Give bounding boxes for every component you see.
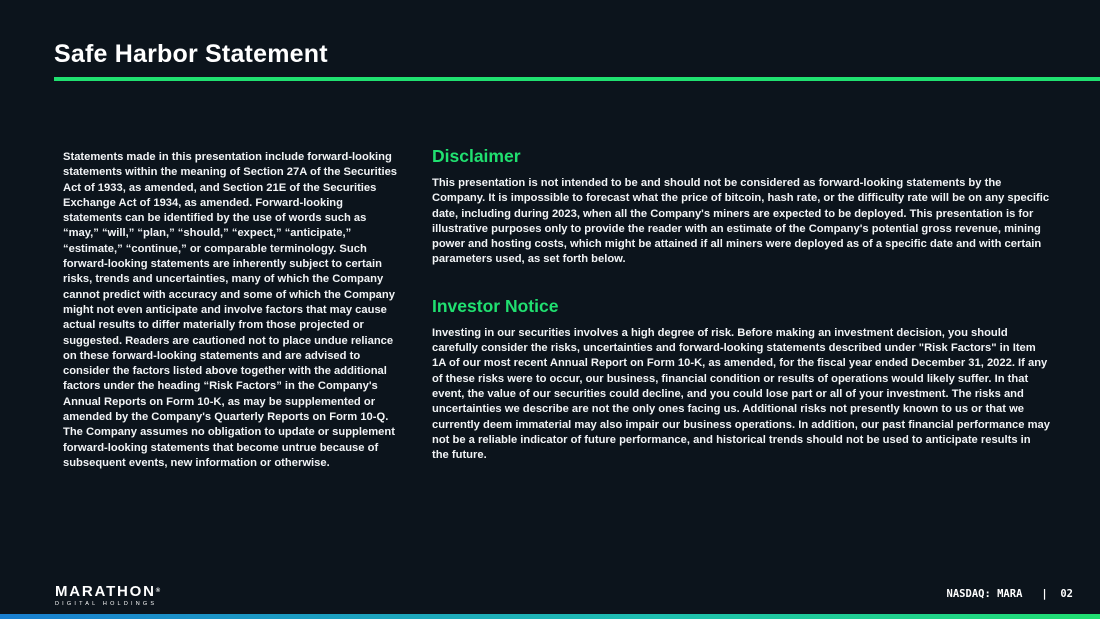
investor-notice-paragraph: Investing in our securities involves a high degree of risk. Before making an investment decision, you should carefully consider the risks, uncertainties and forward-looking statements described under "Risk Factors" in Item 1A of our most recent Annual Report on Form 10-K, as amended, for the fiscal year ended December 31, 2022. If any of these risks were to occur, our business, financial condition or results of operations would likely suffer. In that event, the value of our securities could decline, and you could lose part or all of your investment. The risks and uncertainties we describe are not the only ones facing us. Additional risks not presently known to us or that we currently deem immaterial may also impair our business operations. In addition, our past financial performance may not be a reliable indicator of future performance, and historical trends should not be used to anticipate results in the future. (432, 326, 1050, 462)
ticker-label: NASDAQ: MARA (946, 588, 1023, 600)
page-title: Safe Harbor Statement (54, 40, 328, 68)
page-number: 02 (1060, 588, 1073, 600)
footer-meta (947, 588, 1073, 600)
bottom-accent-bar (0, 614, 1100, 619)
disclaimer-heading: Disclaimer (432, 146, 521, 166)
investor-notice-heading: Investor Notice (432, 295, 559, 316)
right-column (432, 146, 1050, 463)
logo-subtitle: DIGITAL HOLDINGS (55, 601, 158, 607)
safe-harbor-paragraph: Statements made in this presentation include forward-looking statements within the meaning of Section 27A of the Securities Act of 1933, as amended, and Section 21E of the Securities Exchange Act of 1934, as amended. Forward-looking statements can be identified by the use of words such as “may,” “will,” “plan,” “should,” “expect,” “anticipate,” “estimate,” “continue,” or comparable terminology. Such forward-looking statements are inherently subject to certain risks, trends and uncertainties, many of which the Company cannot predict with accuracy and some of which the Company might not even anticipate and involve factors that may cause actual results to differ materially from those projected or suggested. Readers are cautioned not to place undue reliance on these forward-looking statements and are advised to consider the factors listed above together with the additional factors under the heading “Risk Factors” in the Company's Annual Reports on Form 10-K, as may be supplemented or amended by the Company's Quarterly Reports on Form 10-Q. The Company assumes no obligation to update or supplement forward-looking statements that become untrue because of subsequent events, new information or otherwise. (63, 151, 398, 469)
logo-registered-mark: ® (155, 588, 163, 594)
footer-separator: | (1041, 588, 1048, 600)
disclaimer-paragraph: This presentation is not intended to be and should not be considered as forward-looking statements by the Company. It is impossible to forecast what the price of bitcoin, hash rate, or the difficulty rate will be on any specific date, including during 2023, when all the Company's miners are expected to be deployed. This presentation is for illustrative purposes only to provide the reader with an estimate of the Company's potential gross revenue, mining power and hosting costs, which might be attained if all miners were deployed as of a specific date and with certain parameters used, as set forth below. (432, 177, 1050, 266)
logo-wordmark: MARATHON (55, 583, 156, 600)
company-logo (55, 584, 185, 608)
title-divider (54, 77, 1100, 81)
investor-notice-section (432, 296, 1050, 464)
disclaimer-section (432, 146, 1050, 268)
